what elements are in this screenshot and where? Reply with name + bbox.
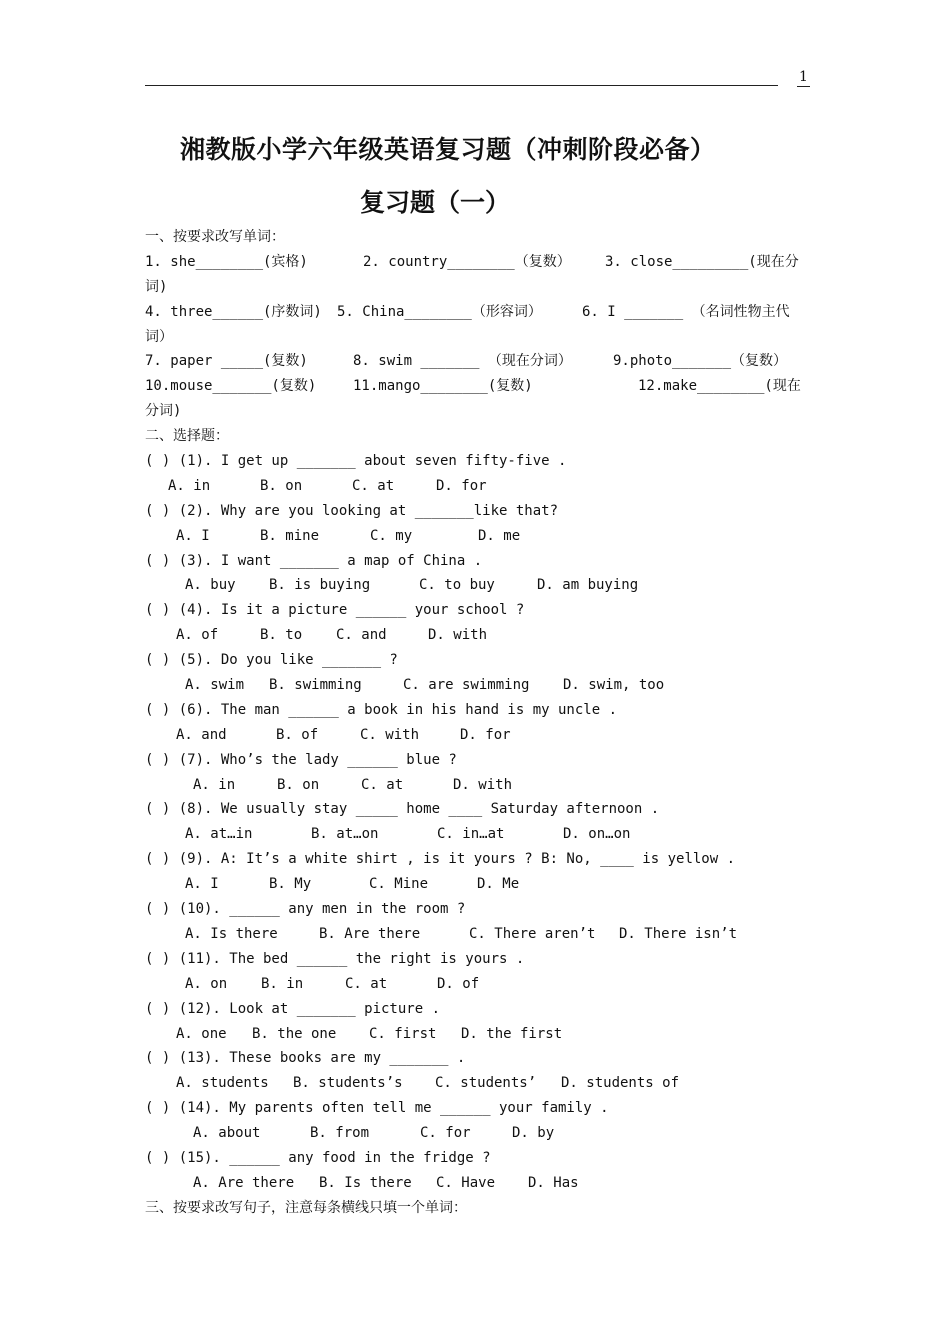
answer-options: [145, 673, 810, 698]
answer-option: B. mine: [260, 527, 320, 544]
answer-option: D. Me: [477, 876, 520, 893]
answer-options: [145, 623, 810, 648]
word-item: 12.make________(现在: [638, 378, 801, 395]
answer-option: D. students of: [561, 1075, 680, 1092]
answer-option: C. at: [352, 477, 395, 494]
answer-option: C. are swimming: [403, 677, 530, 694]
answer-option: B. students’s: [293, 1075, 403, 1092]
answer-options: [145, 524, 810, 549]
answer-option: A. one: [176, 1025, 227, 1042]
question-stem: ( ) (9). A: It’s a white shirt , is it yours ? B: No, ____ is yellow .: [145, 851, 736, 868]
answer-option: B. at…on: [311, 826, 379, 843]
answer-option: A. buy: [185, 577, 236, 594]
answer-option: B. of: [276, 726, 319, 743]
answer-option: A. swim: [185, 677, 245, 694]
answer-option: D. by: [512, 1125, 555, 1142]
answer-option: A. Is there: [185, 925, 278, 942]
answer-options: [145, 822, 810, 847]
question-stem: ( ) (4). Is it a picture ______ your school ?: [145, 602, 525, 619]
answer-option: B. the one: [252, 1025, 337, 1042]
answer-option: B. Is there: [319, 1174, 412, 1191]
word-item: 5. China________（形容词）: [337, 303, 542, 320]
answer-option: B. in: [261, 975, 304, 992]
answer-options: [145, 474, 810, 499]
answer-option: D. the first: [461, 1025, 563, 1042]
word-item: 6. I _______ （名词性物主代: [582, 303, 790, 320]
question-stem: ( ) (1). I get up _______ about seven fifty-five .: [145, 453, 567, 470]
question-stem: ( ) (11). The bed ______ the right is yours .: [145, 950, 525, 967]
answer-option: B. on: [277, 776, 320, 793]
question-stem: ( ) (7). Who’s the lady ______ blue ?: [145, 751, 457, 768]
section1-row: [145, 349, 810, 374]
question-stem: ( ) (6). The man ______ a book in his hand is my uncle .: [145, 701, 618, 718]
section1-row: 词）: [145, 328, 173, 345]
word-item: 7. paper _____(复数): [145, 353, 308, 370]
answer-option: B. from: [310, 1125, 370, 1142]
question-stem: ( ) (5). Do you like _______ ?: [145, 652, 398, 669]
document-subtitle: 复习题（一）: [360, 188, 511, 217]
answer-option: A. and: [176, 726, 227, 743]
section1-row: [145, 300, 810, 325]
header-rule: [145, 85, 778, 86]
answer-option: C. at: [345, 975, 388, 992]
section1-row: [145, 374, 810, 399]
answer-option: D. am buying: [537, 577, 639, 594]
answer-options: [145, 773, 810, 798]
question-stem: ( ) (15). ______ any food in the fridge ?: [145, 1149, 491, 1166]
answer-option: D. with: [428, 627, 488, 644]
answer-option: D. Has: [528, 1174, 579, 1191]
word-item: 2. country________（复数）: [363, 253, 571, 270]
answer-option: A. in: [193, 776, 236, 793]
question-list: [145, 449, 810, 1196]
section3-heading: 三、按要求改写句子，注意每条横线只填一个单词：: [145, 1199, 467, 1216]
question-stem: ( ) (8). We usually stay _____ home ____ Saturday afternoon .: [145, 801, 660, 818]
answer-option: C. Have: [436, 1174, 496, 1191]
answer-option: D. of: [437, 975, 480, 992]
word-item: 1. she________(宾格): [145, 253, 308, 270]
question-stem: ( ) (3). I want _______ a map of China .: [145, 552, 483, 569]
question-stem: ( ) (2). Why are you looking at _______like that?: [145, 502, 559, 519]
answer-option: D. for: [460, 726, 511, 743]
answer-option: B. on: [260, 477, 303, 494]
answer-option: A. students: [176, 1075, 269, 1092]
answer-options: [145, 1071, 810, 1096]
word-item: 3. close_________(现在分: [605, 253, 799, 270]
answer-option: C. Mine: [369, 876, 429, 893]
answer-option: C. at: [361, 776, 404, 793]
answer-option: C. and: [336, 627, 387, 644]
answer-option: A. I: [176, 527, 210, 544]
answer-option: C. first: [369, 1025, 437, 1042]
word-item: 4. three______(序数词): [145, 303, 322, 320]
answer-option: B. is buying: [269, 577, 371, 594]
answer-options: [145, 872, 810, 897]
section1-heading: 一、按要求改写单词：: [145, 229, 285, 245]
word-item: 11.mango________(复数): [353, 378, 533, 395]
answer-option: A. about: [193, 1125, 261, 1142]
word-item: 9.photo_______（复数）: [613, 353, 788, 370]
answer-option: A. at…in: [185, 826, 253, 843]
answer-option: C. students’: [435, 1075, 537, 1092]
answer-options: [145, 972, 810, 997]
answer-option: C. There aren’t: [469, 925, 596, 942]
answer-options: [145, 1022, 810, 1047]
section1-row: 词): [145, 278, 168, 295]
question-stem: ( ) (12). Look at _______ picture .: [145, 1000, 441, 1017]
question-stem: ( ) (13). These books are my _______ .: [145, 1050, 466, 1067]
answer-option: D. with: [453, 776, 513, 793]
section1-row: [145, 250, 810, 275]
section2-heading: 二、选择题：: [145, 428, 229, 445]
answer-option: A. on: [185, 975, 228, 992]
answer-option: A. I: [185, 876, 219, 893]
answer-options: [145, 573, 810, 598]
answer-options: [145, 1121, 810, 1146]
word-item: 8. swim _______ （现在分词）: [353, 353, 572, 370]
answer-option: C. with: [360, 726, 420, 743]
answer-option: C. my: [370, 527, 413, 544]
answer-option: D. There isn’t: [619, 925, 738, 942]
page-number: 1: [799, 69, 808, 85]
answer-option: C. for: [420, 1125, 471, 1142]
document-body: [145, 225, 810, 1221]
answer-options: [145, 922, 810, 947]
answer-option: B. My: [269, 876, 312, 893]
answer-option: B. Are there: [319, 925, 421, 942]
answer-options: [145, 1171, 810, 1196]
section1-row: 分词): [145, 403, 182, 420]
answer-option: A. Are there: [193, 1174, 295, 1191]
answer-option: D. for: [436, 477, 487, 494]
answer-options: [145, 723, 810, 748]
answer-option: D. swim, too: [563, 677, 665, 694]
answer-option: B. swimming: [269, 677, 362, 694]
answer-option: C. to buy: [419, 577, 495, 594]
document-title: 湘教版小学六年级英语复习题（冲刺阶段必备）: [180, 135, 716, 164]
question-stem: ( ) (14). My parents often tell me ______ your family .: [145, 1100, 609, 1117]
answer-option: B. to: [260, 627, 303, 644]
answer-option: D. on…on: [563, 826, 631, 843]
answer-option: A. in: [168, 477, 211, 494]
answer-option: A. of: [176, 627, 219, 644]
answer-option: C. in…at: [437, 826, 505, 843]
word-item: 10.mouse_______(复数): [145, 378, 317, 395]
answer-option: D. me: [478, 527, 521, 544]
question-stem: ( ) (10). ______ any men in the room ?: [145, 901, 466, 918]
